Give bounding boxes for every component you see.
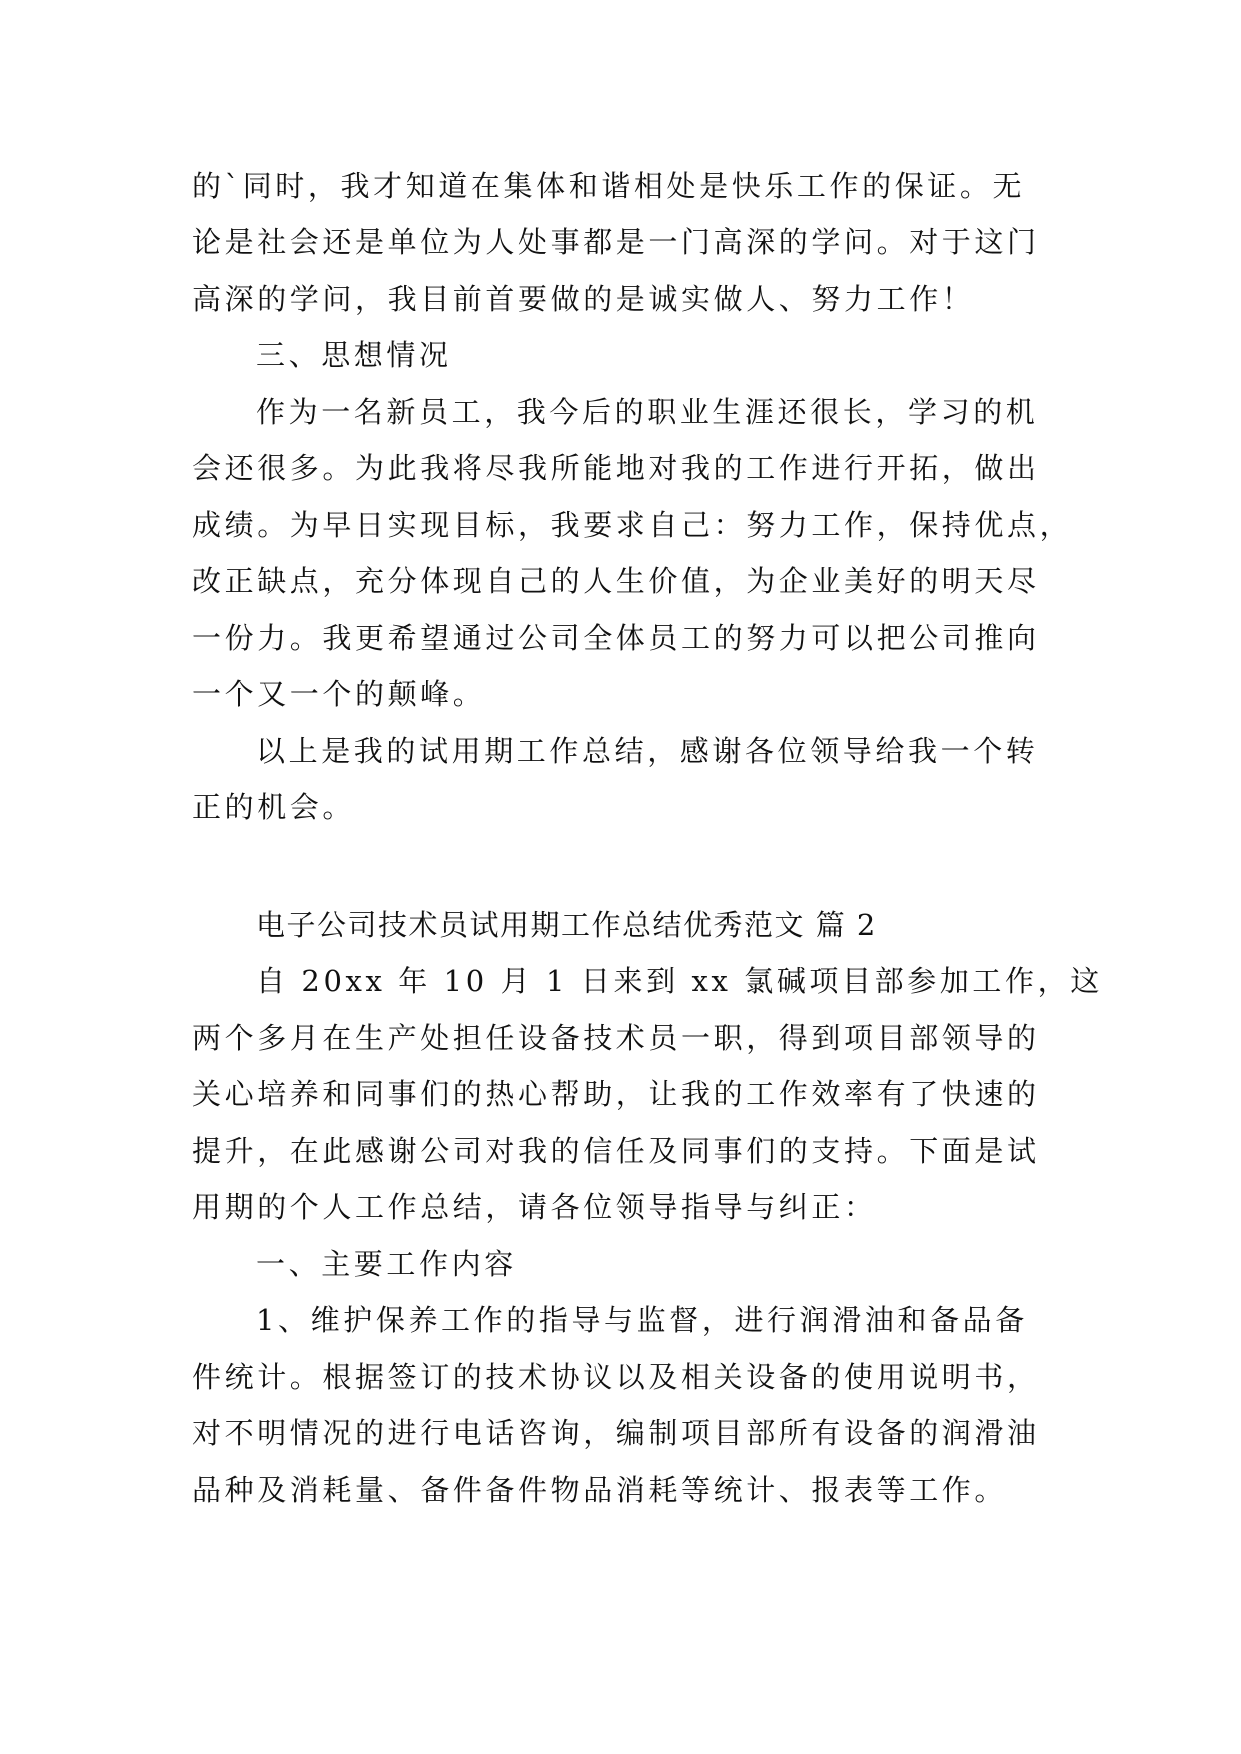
paragraph-line: 对不明情况的进行电话咨询，编制项目部所有设备的润滑油: [192, 1416, 1040, 1450]
paragraph-line: 论是社会还是单位为人处事都是一门高深的学问。对于这门: [192, 225, 1040, 259]
paragraph-line: 正的机会。: [192, 790, 356, 824]
paragraph-line: 成绩。为早日实现目标，我要求自己：努力工作，保持优点，: [192, 508, 1073, 542]
paragraph-line: 一个又一个的颠峰。: [192, 677, 486, 711]
article-title: 电子公司技术员试用期工作总结优秀范文 篇 2: [256, 908, 877, 942]
paragraph-line: 自 20xx 年 10 月 1 日来到 xx 氯碱项目部参加工作，这: [256, 964, 1103, 998]
paragraph-line: 会还很多。为此我将尽我所能地对我的工作进行开拓，做出: [192, 451, 1040, 485]
paragraph-line: 作为一名新员工，我今后的职业生涯还很长，学习的机: [256, 395, 1039, 429]
paragraph-line: 1、维护保养工作的指导与监督，进行润滑油和备品备: [256, 1303, 1028, 1337]
paragraph-line: 用期的个人工作总结，请各位领导指导与纠正：: [192, 1190, 877, 1224]
paragraph-line: 件统计。根据签订的技术协议以及相关设备的使用说明书，: [192, 1360, 1040, 1394]
section-heading: 三、思想情况: [256, 338, 452, 372]
section-heading: 一、主要工作内容: [256, 1247, 517, 1281]
paragraph-line: 的`同时，我才知道在集体和谐相处是快乐工作的保证。无: [192, 169, 1026, 203]
paragraph-line: 高深的学问，我目前首要做的是诚实做人、努力工作！: [192, 282, 975, 316]
paragraph-line: 一份力。我更希望通过公司全体员工的努力可以把公司推向: [192, 621, 1040, 655]
paragraph-line: 两个多月在生产处担任设备技术员一职，得到项目部领导的: [192, 1021, 1040, 1055]
paragraph-line: 以上是我的试用期工作总结，感谢各位领导给我一个转: [256, 734, 1039, 768]
paragraph-line: 品种及消耗量、备件备件物品消耗等统计、报表等工作。: [192, 1473, 1008, 1507]
paragraph-line: 关心培养和同事们的热心帮助，让我的工作效率有了快速的: [192, 1077, 1040, 1111]
paragraph-line: 改正缺点，充分体现自己的人生价值，为企业美好的明天尽: [192, 564, 1040, 598]
paragraph-line: 提升，在此感谢公司对我的信任及同事们的支持。下面是试: [192, 1134, 1040, 1168]
